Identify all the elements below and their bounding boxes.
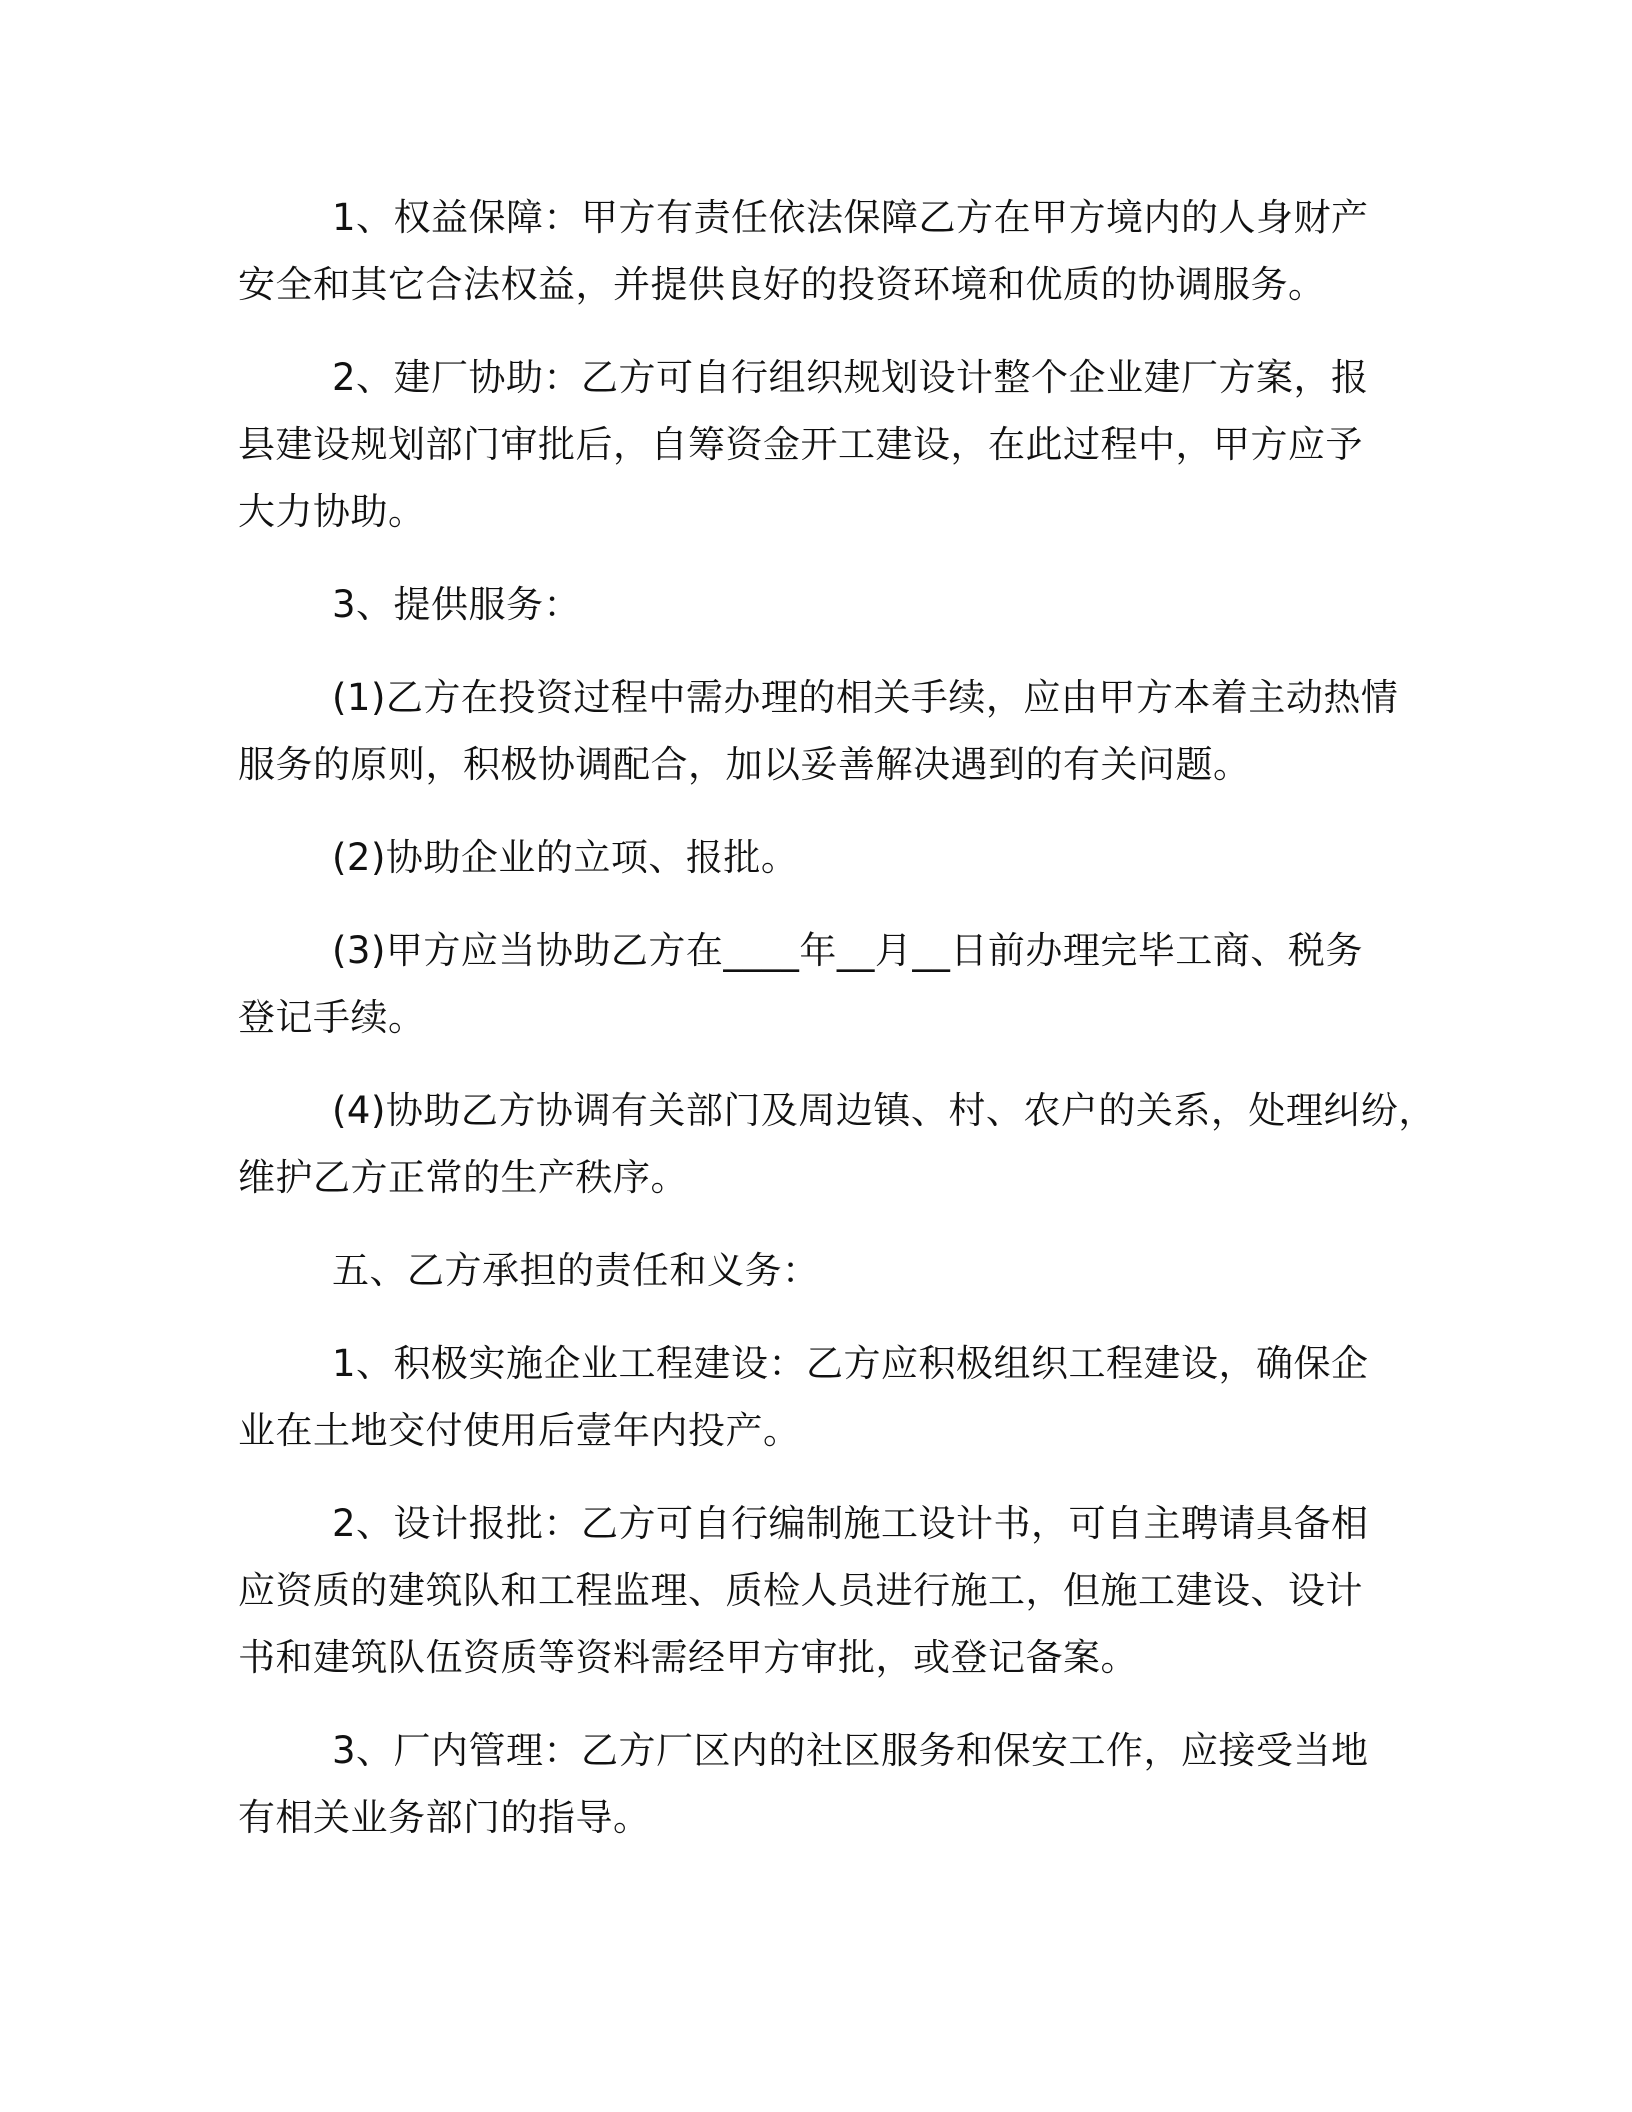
paragraph-line: 登记手续。 [238, 996, 426, 1039]
paragraph-line: 1、权益保障：甲方有责任依法保障乙方在甲方境内的人身财产 [332, 196, 1369, 239]
paragraph-line: 服务的原则，积极协调配合，加以妥善解决遇到的有关问题。 [238, 743, 1251, 786]
paragraph-line: 安全和其它合法权益，并提供良好的投资环境和优质的协调服务。 [238, 263, 1326, 306]
paragraph-line: 有相关业务部门的指导。 [238, 1796, 651, 1839]
paragraph-line: 大力协助。 [238, 490, 426, 533]
paragraph-line: (1)乙方在投资过程中需办理的相关手续，应由甲方本着主动热情 [332, 676, 1399, 719]
paragraph-line: 维护乙方正常的生产秩序。 [238, 1156, 688, 1199]
section-heading: 五、乙方承担的责任和义务： [332, 1249, 820, 1292]
paragraph-line: 1、积极实施企业工程建设：乙方应积极组织工程建设，确保企 [332, 1342, 1369, 1385]
paragraph-line: 业在土地交付使用后壹年内投产。 [238, 1409, 801, 1452]
paragraph-line: 应资质的建筑队和工程监理、质检人员进行施工，但施工建设、设计 [238, 1569, 1363, 1612]
paragraph-line: 3、厂内管理：乙方厂区内的社区服务和保安工作，应接受当地 [332, 1729, 1369, 1772]
paragraph-line: 县建设规划部门审批后，自筹资金开工建设，在此过程中，甲方应予 [238, 423, 1363, 466]
paragraph-line: (2)协助企业的立项、报批。 [332, 836, 799, 879]
paragraph-line: 书和建筑队伍资质等资料需经甲方审批，或登记备案。 [238, 1636, 1138, 1679]
paragraph-line: 3、提供服务： [332, 583, 582, 626]
paragraph-line: (4)协助乙方协调有关部门及周边镇、村、农户的关系，处理纠纷， [332, 1089, 1436, 1132]
paragraph-line: (3)甲方应当协助乙方在____年__月__日前办理完毕工商、税务 [332, 929, 1363, 972]
paragraph-line: 2、设计报批：乙方可自行编制施工设计书，可自主聘请具备相 [332, 1502, 1369, 1545]
paragraph-line: 2、建厂协助：乙方可自行组织规划设计整个企业建厂方案，报 [332, 356, 1369, 399]
